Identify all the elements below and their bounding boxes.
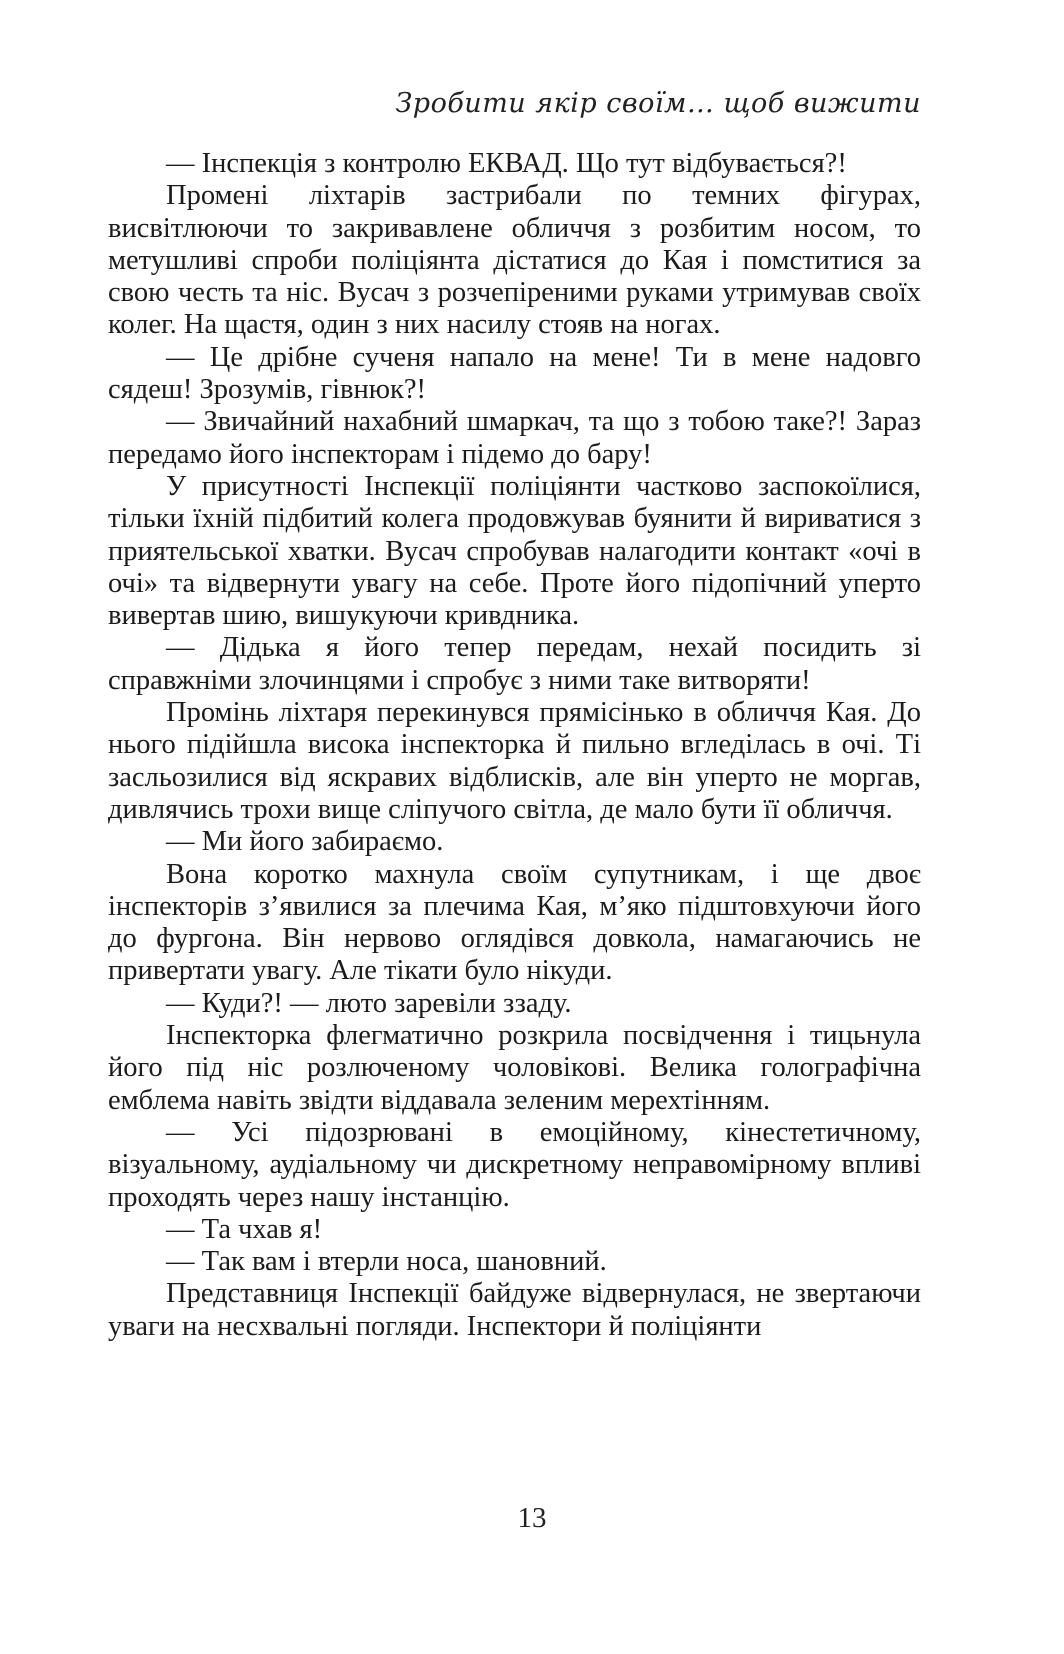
paragraph-last: Представниця Інспекції байдуже відвернулася, не звертаючи уваги на несхвальні погляди. Інспектори й поліціянти: [108, 1278, 921, 1342]
paragraph: — Ми його забираємо.: [166, 826, 444, 858]
paragraph: — Звичайний нахабний шмаркач, та що з тобою таке?! Зараз передамо його інспекторам і підемо до бару!: [108, 406, 921, 470]
paragraph: — Дідька я його тепер передам, нехай посидить зі справжніми злочинцями і спробує з ними таке витворяти!: [108, 632, 921, 696]
paragraph: — Так вам і втерли носа, шановний.: [166, 1246, 607, 1278]
paragraph: — Усі підозрювані в емоційному, кінестетичному, візуальному, аудіальному чи дискретному неправомірному впливі проходять через нашу інстанцію.: [108, 1116, 921, 1213]
paragraph: — Це дрібне сученя напало на мене! Ти в мене надовго сядеш! Зрозумів, гівнюк?!: [108, 341, 921, 406]
page-number: 13: [517, 1502, 547, 1534]
paragraph: — Та чхав я!: [166, 1213, 323, 1245]
paragraph: Промені ліхтарів застрибали по темних фігурах, висвітлюючи то закривавлене обличчя з розбитим носом, то метушливі спроби поліціянта дістатися до Кая і помститися за свою честь та ніс. Вусач з розчепіреними руками утримував своїх колег. На щастя, один з них насилу стояв на ногах.: [108, 180, 921, 341]
body-text: [108, 148, 921, 1343]
running-head: Зробити якір своїм… щоб вижити: [395, 88, 921, 119]
paragraph: — Куди?! — люто заревіли ззаду.: [166, 987, 572, 1019]
paragraph: — Інспекція з контролю ЕКВАД. Що тут відбувається?!: [166, 148, 847, 179]
paragraph: У присутності Інспекції поліціянти частково заспокоїлися, тільки їхній підбитий колега продовжував буянити й вириватися з приятельської хватки. Вусач спробував налагодити контакт «очі в очі» та відвернути увагу на себе. Проте його підопічний уперто вивертав шию, вишукуючи кривдника.: [108, 470, 921, 632]
paragraph: Вона коротко махнула своїм супутникам, і ще двоє інспекторів з’явилися за плечима Кая, м’яко підштовхуючи його до фургона. Він нервово оглядівся довкола, намагаючись не привертати увагу. Але тікати було нікуди.: [108, 858, 921, 987]
paragraph: Інспекторка флегматично розкрила посвідчення і тицьнула його під ніс розлюченому чоловікові. Велика голографічна емблема навіть звідти віддавала зеленим мерехтінням.: [108, 1020, 921, 1116]
paragraph: Промінь ліхтаря перекинувся прямісінько в обличчя Кая. До нього підійшла висока інспекторка й пильно вгледілась в очі. Ті засльозилися від яскравих відблисків, але він уперто не моргав, дивлячись трохи вище сліпучого світла, де мало бути її обличчя.: [108, 697, 921, 825]
